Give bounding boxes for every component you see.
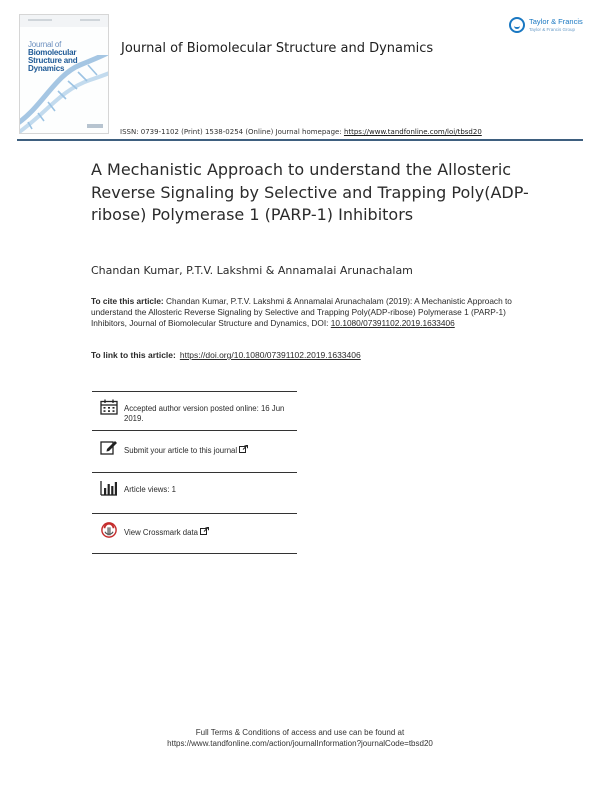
taylor-francis-logo[interactable] bbox=[509, 15, 587, 37]
info-divider bbox=[92, 513, 297, 514]
journal-homepage-link[interactable]: https://www.tandfonline.com/loi/tbsd20 bbox=[343, 128, 482, 136]
external-link-icon bbox=[200, 527, 209, 535]
article-views-text: Article views: 1 bbox=[124, 485, 176, 494]
footer-terms bbox=[100, 727, 500, 749]
issn-line bbox=[120, 128, 560, 136]
publisher-brand: Taylor & Francis bbox=[529, 17, 583, 26]
cover-header-line bbox=[80, 19, 100, 21]
info-divider bbox=[92, 391, 297, 392]
article-title: A Mechanistic Approach to understand the Allosteric Reverse Signaling by Selective and Trapping Poly(ADP-ribose) Polymerase 1 (PARP-1) Inhibitors bbox=[91, 160, 529, 224]
crossmark-icon bbox=[100, 522, 118, 538]
accepted-text: Accepted author version posted online: 16 Jun 2019. bbox=[124, 404, 285, 423]
publisher-tagline: Taylor & Francis Group bbox=[529, 27, 576, 32]
info-divider-bottom bbox=[92, 553, 297, 554]
bar-chart-icon bbox=[100, 480, 118, 496]
issn-text: ISSN: 0739-1102 (Print) 1538-0254 (Online) Journal homepage: bbox=[120, 128, 344, 136]
footer-terms-link[interactable]: https://www.tandfonline.com/action/journalInformation?journalCode=tbsd20 bbox=[167, 739, 433, 748]
submit-article-link[interactable] bbox=[124, 445, 296, 456]
citation-text: Chandan Kumar, P.T.V. Lakshmi & Annamalai Arunachalam (2019): A Mechanistic Approach to understand the Allosteric Reverse Signaling by Selective and Trapping Poly(ADP-ribose) Polymerase 1 (PARP-1) Inhibitors, Journal of Biomolecular Structure and Dynamics, DOI: bbox=[91, 296, 512, 328]
publisher-logo-icon bbox=[509, 17, 525, 33]
cover-publisher-mark bbox=[87, 124, 103, 128]
article-link-label: To link to this article: bbox=[91, 350, 176, 360]
crossmark-link[interactable] bbox=[124, 527, 296, 538]
article-url-link[interactable]: https://doi.org/10.1080/07391102.2019.1633406 bbox=[179, 350, 361, 360]
cover-top-band bbox=[20, 15, 108, 27]
article-link-line bbox=[91, 350, 531, 360]
doi-link[interactable]: 10.1080/07391102.2019.1633406 bbox=[330, 318, 455, 328]
journal-cover-image bbox=[19, 14, 109, 134]
citation-label: To cite this article: bbox=[91, 296, 164, 306]
dna-helix-graphic bbox=[20, 55, 109, 134]
journal-title[interactable]: Journal of Biomolecular Structure and Dynamics bbox=[121, 41, 434, 56]
calendar-icon bbox=[100, 399, 118, 415]
edit-document-icon bbox=[100, 439, 118, 455]
submit-article-label: Submit your article to this journal bbox=[124, 446, 238, 455]
info-divider bbox=[92, 472, 297, 473]
article-authors: Chandan Kumar, P.T.V. Lakshmi & Annamalai Arunachalam bbox=[91, 264, 413, 277]
footer-terms-text: Full Terms & Conditions of access and use can be found at bbox=[195, 728, 405, 737]
header-divider bbox=[17, 139, 583, 141]
external-link-icon bbox=[239, 445, 248, 453]
cover-header-line bbox=[28, 19, 52, 21]
crossmark-label: View Crossmark data bbox=[124, 528, 198, 537]
info-divider bbox=[92, 430, 297, 431]
cover-title: Journal of Biomolecular Structure and Dynamics bbox=[28, 40, 78, 73]
citation-block bbox=[91, 296, 513, 329]
